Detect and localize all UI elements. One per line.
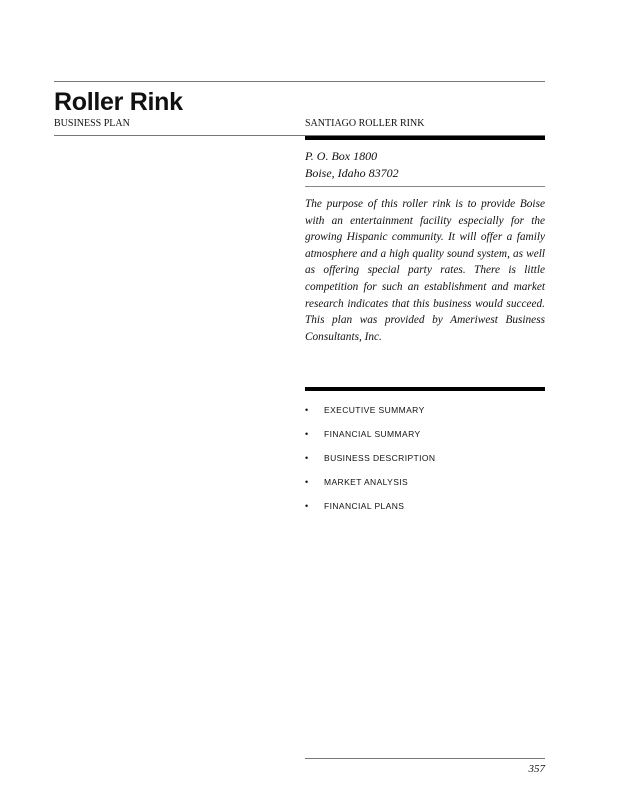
- business-description: The purpose of this roller rink is to provide Boise with an entertainment facility especially for the growing Hispanic community. It will offer a family atmosphere and a high quality sound system, as well as offering special party rates. There is little competition for such an establishment and market research indicates that this business would succeed. This plan was provided by Ameriwest Business Consultants, Inc.: [305, 198, 545, 343]
- page-title: Roller Rink: [54, 88, 183, 116]
- top-divider: [54, 81, 545, 82]
- footer-divider: [305, 758, 545, 759]
- contents-item-label: FINANCIAL SUMMARY: [324, 429, 421, 439]
- list-item: [305, 474, 435, 498]
- contents-item-label: MARKET ANALYSIS: [324, 477, 409, 487]
- address-line-1: P. O. Box 1800: [305, 149, 378, 163]
- company-address: [305, 148, 399, 182]
- address-top-bar: [305, 136, 545, 140]
- section-label: BUSINESS PLAN: [54, 118, 130, 129]
- bullet-icon: •: [305, 429, 309, 439]
- contents-item-label: EXECUTIVE SUMMARY: [324, 405, 425, 415]
- contents-item-label: FINANCIAL PLANS: [324, 501, 405, 511]
- list-item: [305, 426, 435, 450]
- company-name: SANTIAGO ROLLER RINK: [305, 118, 425, 129]
- contents-list: [305, 402, 435, 522]
- bullet-icon: •: [305, 453, 309, 463]
- address-divider: [305, 186, 545, 187]
- list-item: [305, 450, 435, 474]
- address-line-2: Boise, Idaho 83702: [305, 166, 399, 180]
- contents-item-label: BUSINESS DESCRIPTION: [324, 453, 436, 463]
- page-number: 357: [528, 763, 545, 775]
- bullet-icon: •: [305, 405, 309, 415]
- list-item: [305, 402, 435, 426]
- bullet-icon: •: [305, 477, 309, 487]
- list-item: [305, 498, 435, 522]
- contents-top-bar: [305, 387, 545, 391]
- bullet-icon: •: [305, 501, 309, 511]
